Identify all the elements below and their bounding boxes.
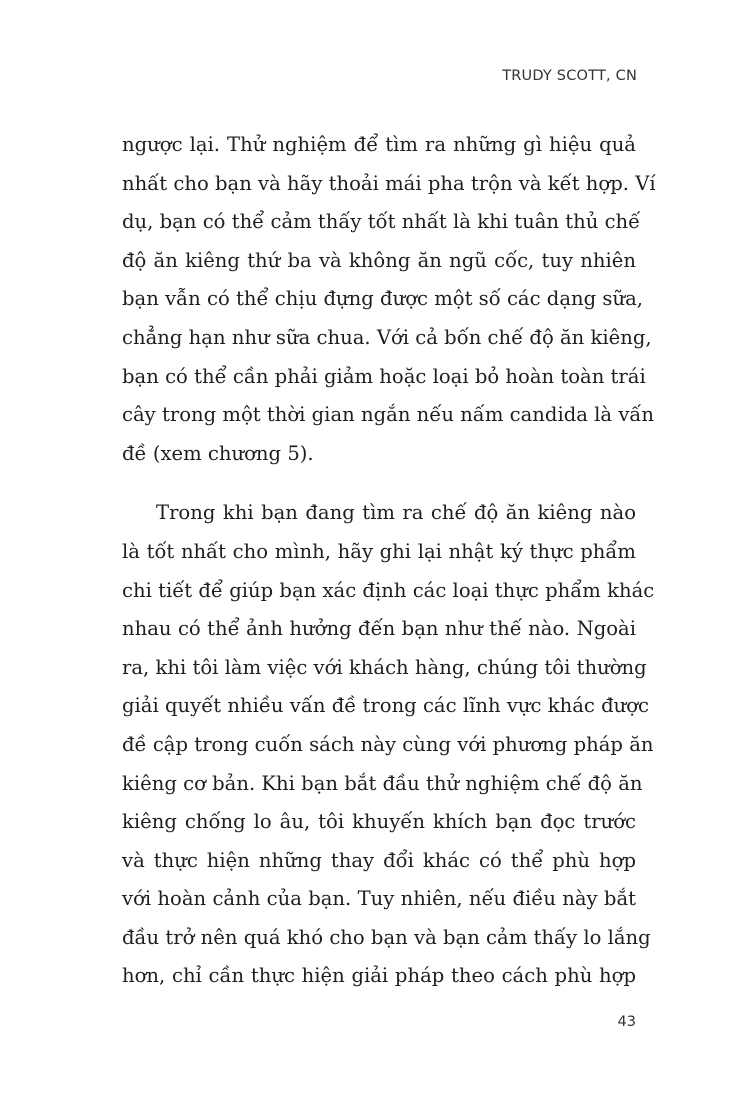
text-line: cây trong một thời gian ngắn nếu nấm candida là vấn	[122, 403, 655, 427]
text-line: kiêng chống lo âu, tôi khuyến khích bạn đọc trước	[122, 810, 636, 834]
text-line: bạn vẫn có thể chịu đựng được một số các dạng sữa,	[122, 287, 643, 311]
body-text	[122, 126, 656, 996]
text-line: giải quyết nhiều vấn đề trong các lĩnh vực khác được	[122, 694, 650, 718]
text-line: độ ăn kiêng thứ ba và không ăn ngũ cốc, tuy nhiên	[122, 248, 636, 272]
text-line: dụ, bạn có thể cảm thấy tốt nhất là khi tuân thủ chế	[122, 210, 641, 234]
text-line: ra, khi tôi làm việc với khách hàng, chúng tôi thường	[122, 655, 647, 679]
text-line: đề (xem chương 5).	[122, 441, 314, 465]
text-line: kiêng cơ bản. Khi bạn bắt đầu thử nghiệm chế độ ăn	[122, 771, 643, 795]
text-line: bạn có thể cần phải giảm hoặc loại bỏ hoàn toàn trái	[122, 364, 646, 388]
text-line: với hoàn cảnh của bạn. Tuy nhiên, nếu điều này bắt	[122, 887, 636, 911]
paragraph-spacer	[122, 473, 636, 494]
text-line: chẳng hạn như sữa chua. Với cả bốn chế độ ăn kiêng,	[122, 325, 652, 349]
paragraph-2	[122, 494, 655, 996]
text-line: chi tiết để giúp bạn xác định các loại thực phẩm khác	[122, 578, 655, 602]
text-line: đề cập trong cuốn sách này cùng với phương pháp ăn	[122, 732, 654, 756]
running-head: TRUDY SCOTT, CN	[502, 68, 637, 84]
page-number: 43	[617, 1014, 636, 1030]
text-line: ngược lại. Thử nghiệm để tìm ra những gì hiệu quả	[122, 133, 636, 156]
text-line: hơn, chỉ cần thực hiện giải pháp theo cách phù hợp	[122, 964, 636, 988]
text-line: Trong khi bạn đang tìm ra chế độ ăn kiêng nào	[156, 501, 636, 525]
text-line: đầu trở nên quá khó cho bạn và bạn cảm thấy lo lắng	[122, 925, 651, 949]
paragraph-1	[122, 126, 656, 473]
text-line: nhau có thể ảnh hưởng đến bạn như thế nào. Ngoài	[122, 617, 636, 641]
text-line: và thực hiện những thay đổi khác có thể phù hợp	[122, 848, 636, 872]
text-line: nhất cho bạn và hãy thoải mái pha trộn và kết hợp. Ví	[122, 171, 656, 195]
text-line: là tốt nhất cho mình, hãy ghi lại nhật ký thực phẩm	[122, 539, 636, 563]
